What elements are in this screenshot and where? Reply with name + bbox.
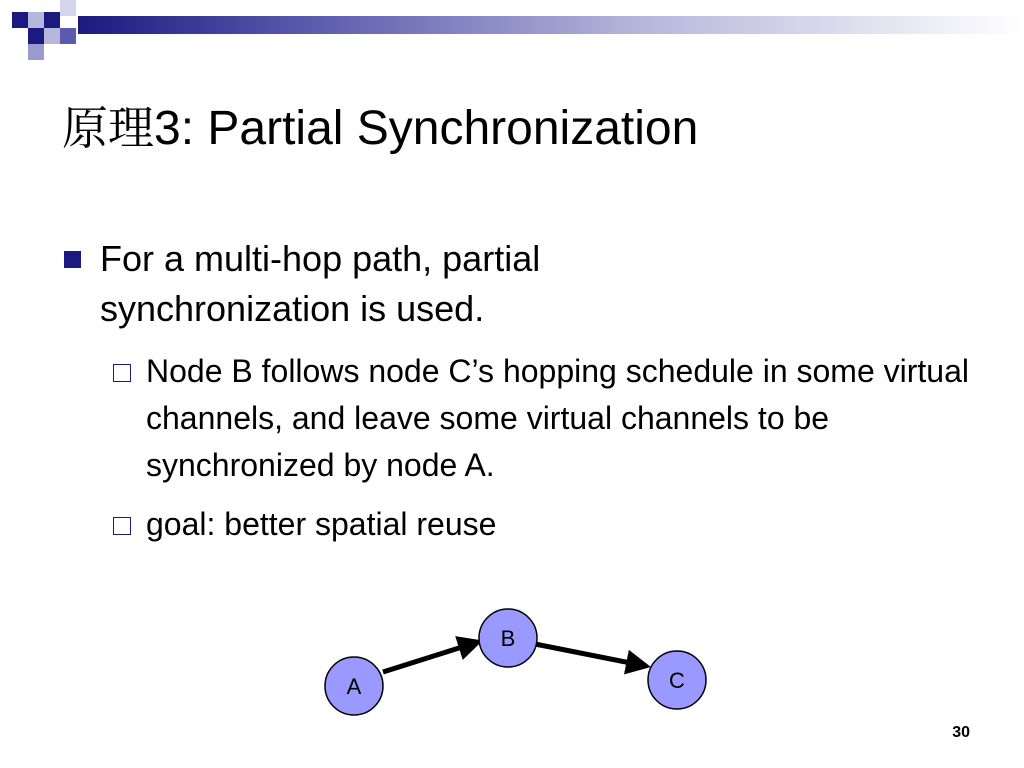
decor-square: [44, 28, 60, 44]
node-b-label: B: [500, 626, 516, 651]
header-decoration: [0, 0, 1024, 64]
node-a-label: A: [346, 674, 362, 699]
square-bullet-icon: [64, 251, 81, 268]
slide-title-text: 3: Partial Synchronization: [154, 102, 699, 155]
decor-square: [28, 12, 44, 28]
header-gradient-bar: [78, 16, 1024, 34]
node-a: [325, 657, 383, 715]
edge-b-to-c: [535, 644, 646, 666]
decor-square: [28, 28, 44, 44]
node-c: [648, 651, 706, 709]
node-b: [479, 609, 537, 667]
hollow-square-bullet-icon: [113, 364, 131, 382]
slide-title-cjk: 原理: [62, 101, 154, 155]
decor-square: [12, 12, 28, 28]
decor-square: [60, 28, 76, 44]
slide-number: 30: [952, 724, 970, 741]
bullet-main-text: For a multi-hop path, partial synchronization is used.: [100, 238, 541, 329]
node-diagram: [320, 600, 720, 724]
decor-square: [60, 0, 76, 16]
sub-bullet-text: Node B follows node C’s hopping schedule in some virtual channels, and leave some virtual channels to be synchronized by node A.: [146, 353, 969, 483]
decor-square: [28, 44, 44, 60]
edge-a-to-b: [383, 642, 478, 672]
slide-title: [62, 96, 698, 161]
decor-square: [44, 12, 60, 28]
hollow-square-bullet-icon: [113, 517, 131, 535]
sub-bullet-text: goal: better spatial reuse: [146, 506, 497, 542]
node-c-label: C: [669, 668, 685, 693]
